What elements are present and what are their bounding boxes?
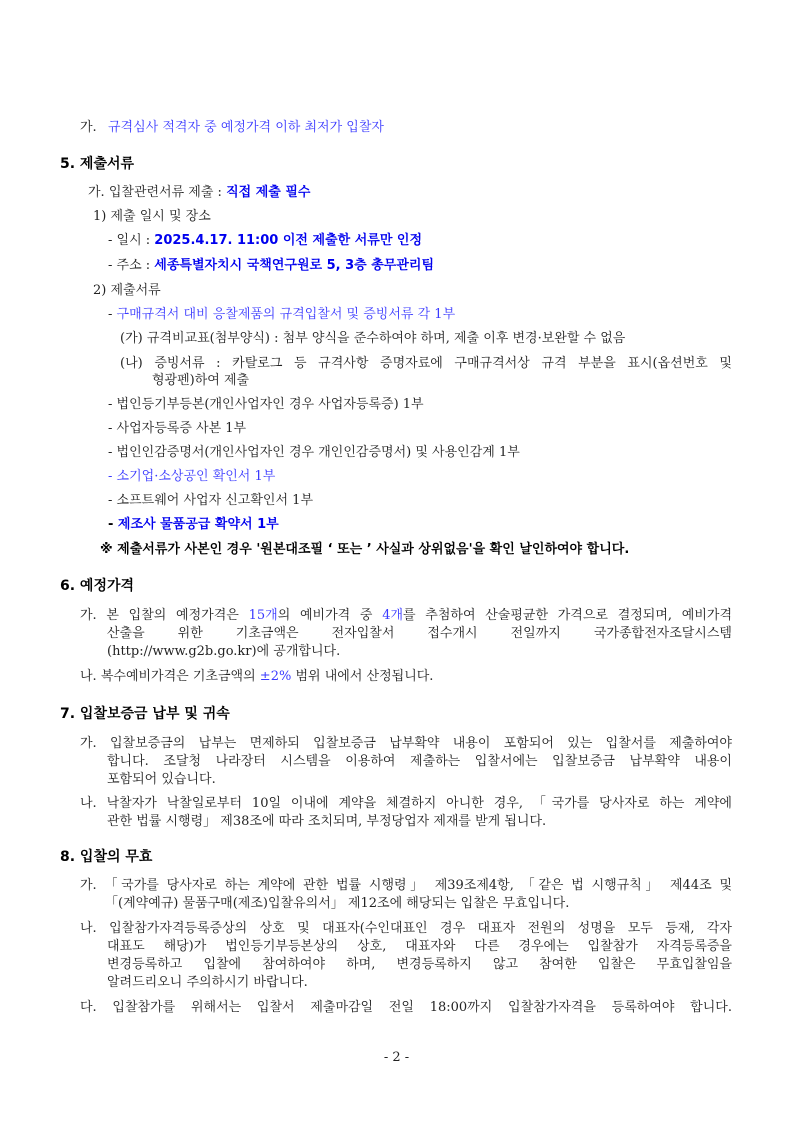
item-marker: 가. xyxy=(80,120,97,135)
s5-date xyxy=(108,232,422,250)
s7-ga-line2: 합니다. 조달청 나라장터 시스템을 이용하여 제출하는 입찰서에는 입찰보증금 납부확약 내용이 xyxy=(107,754,732,769)
s8-na-line3: 변경등록하고 입찰에 참여하여야 하며, 변경등록하지 않고 참여한 입찰은 무효입찰임을 xyxy=(107,957,732,972)
s8-ga-line2: 「(계약예규) 물품구매(제조)입찰유의서」 제12조에 해당되는 입찰은 무효입니다. xyxy=(105,896,570,911)
s7-ga-line3: 포함되어 있습니다. xyxy=(107,772,216,787)
text: 의 예비가격 중 xyxy=(277,608,383,623)
doc-item: - 사업자등록증 사본 1부 xyxy=(108,421,247,436)
s6-ga-line3: (http://www.g2b.go.kr)에 공개합니다. xyxy=(107,644,341,659)
address-label: - 주소 : xyxy=(108,258,155,273)
section-6-title: 6. 예정가격 xyxy=(60,578,135,594)
doc-item: - 소기업·소상공인 확인서 1부 xyxy=(108,469,276,484)
text: 가. 본 입찰의 예정가격은 xyxy=(80,608,249,623)
s6-na xyxy=(80,668,433,686)
date-label: - 일시 : xyxy=(108,233,155,248)
s8-da-line1: 다. 입찰참가를 위해서는 입찰서 제출마감일 전일 18:00까지 입찰참가자격을 등록하여야 합니다. xyxy=(80,1000,732,1015)
doc-text: 구매규격서 대비 응찰제품의 규격입찰서 및 증빙서류 각 1부 xyxy=(116,307,456,322)
s8-na-line2: 대표도 해당)가 법인등기부등본상의 상호, 대표자와 다른 경우에는 입찰참가 자격등록증을 xyxy=(107,939,732,954)
s7-na-line1: 나. 낙찰자가 낙찰일로부터 10일 이내에 계약을 체결하지 아니한 경우, 「국가를 당사자로 하는 계약에 xyxy=(80,796,732,811)
doc-item xyxy=(108,516,279,534)
doc-subitem: (가) 규격비교표(첨부양식) : 첨부 양식을 준수하여야 하며, 제출 이후 변경·보완할 수 없음 xyxy=(120,331,626,346)
count-4: 4개 xyxy=(382,608,404,623)
doc-item: - 법인인감증명서(개인사업자인 경우 개인인감증명서) 및 사용인감계 1부 xyxy=(108,445,520,460)
count-15: 15개 xyxy=(248,608,278,623)
doc-item: - 법인등기부등본(개인사업자인 경우 사업자등록증) 1부 xyxy=(108,397,424,412)
date-value: 2025.4.17. 11:00 이전 제출한 서류만 인정 xyxy=(154,233,423,248)
s8-na-line1: 나. 입찰참가자격등록증상의 상호 및 대표자(수인대표인 경우 대표자 전원의 성명을 모두 등재, 각자 xyxy=(80,921,732,936)
s5-ga xyxy=(88,184,310,202)
s5-sub2: 2) 제출서류 xyxy=(93,283,161,298)
text: 범위 내에서 산정됩니다. xyxy=(291,669,434,684)
s6-ga-line1 xyxy=(80,607,732,625)
section-8-title: 8. 입찰의 무효 xyxy=(60,849,153,865)
s6-ga-line2: 산출을 위한 기초금액은 전자입찰서 접수개시 전일까지 국가종합전자조달시스템 xyxy=(107,626,732,641)
s4-ga-text: 규격심사 적격자 중 예정가격 이하 최저가 입찰자 xyxy=(108,120,384,135)
s5-ga-prefix: 가. 입찰관련서류 제출 : xyxy=(88,185,227,200)
s8-ga-line1: 가. 「국가를 당사자로 하는 계약에 관한 법률 시행령」 제39조제4항, 「같은 법 시행규칙」 제44조 및 xyxy=(80,878,732,893)
doc-subitem-cont: 형광펜)하여 제출 xyxy=(152,373,250,388)
s7-ga-line1: 가. 입찰보증금의 납부는 면제하되 입찰보증금 납부확약 내용이 포함되어 있는 입찰서를 제출하여야 xyxy=(80,736,732,751)
section-5-title: 5. 제출서류 xyxy=(60,156,135,172)
doc-item xyxy=(108,306,455,324)
s4-item-ga xyxy=(80,119,384,137)
text: 를 추첨하여 산술평균한 가격으로 결정되며, 예비가격 xyxy=(403,608,733,623)
s5-ga-em: 직접 제출 필수 xyxy=(226,185,311,200)
address-value: 세종특별자치시 국책연구원로 5, 3층 총무관리팀 xyxy=(154,258,435,273)
percent: ±2% xyxy=(259,669,292,684)
doc-item: - 소프트웨어 사업자 신고확인서 1부 xyxy=(108,493,314,508)
s5-note: ※ 제출서류가 사본인 경우 '원본대조필 ‘ 또는 ’ 사실과 상위없음'을 확인 날인하여야 합니다. xyxy=(100,542,630,557)
dash: - xyxy=(108,307,117,322)
text: 나. 복수예비가격은 기초금액의 xyxy=(80,669,260,684)
section-7-title: 7. 입찰보증금 납부 및 귀속 xyxy=(60,706,230,722)
s5-address xyxy=(108,257,434,275)
doc-subitem: (나) 증빙서류 : 카탈로그 등 규격사항 증명자료에 구매규격서상 규격 부분을 표시(옵션번호 및 xyxy=(120,356,732,371)
s5-sub1: 1) 제출 일시 및 장소 xyxy=(93,209,211,224)
page-number: - 2 - xyxy=(383,1050,410,1065)
doc-text: 제조사 물품공급 확약서 1부 xyxy=(117,517,279,532)
dash: - xyxy=(108,517,118,532)
s7-na-line2: 관한 법률 시행령」 제38조에 따라 조치되며, 부정당업자 제재를 받게 됩니다. xyxy=(107,814,547,829)
s8-na-line4: 알려드리오니 주의하시기 바랍니다. xyxy=(107,975,308,990)
